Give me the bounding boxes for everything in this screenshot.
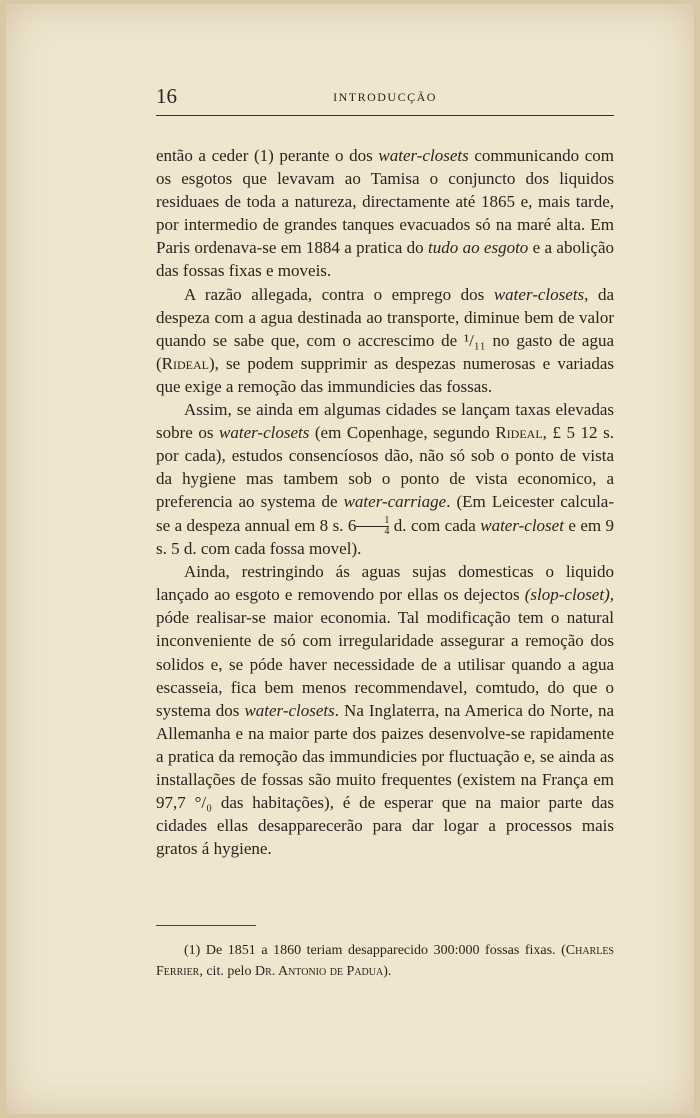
footnote-rule — [156, 925, 256, 926]
fraction: $\frac{1}{4}$ — [356, 516, 389, 537]
header-rule — [156, 115, 614, 116]
paragraph-1: então a ceder (1) perante o dos water-closets communicando com os esgotos que levavam ao Tamisa o conjuncto dos liquidos residuaes de toda a natureza, directamente até 1865 e, mais tarde, por intermedio de grandes tanques evacuados só na maré alta. Em Paris ordenava-se em 1884 a pratica do tudo ao esgoto e a abolição das fossas fixas e moveis. — [156, 146, 614, 281]
paragraph-2: A razão allegada, contra o emprego dos water-closets, da despeza com a agua destinada ao transporte, diminue bem de valor quando se sabe que, com o accrescimo de ¹/₁₁ no gasto de agua (Rideal), se podem supprimir as despezas numerosas e variadas que exige a remoção das immundicies das fossas. — [156, 284, 614, 396]
paragraph-3: Assim, se ainda em algumas cidades se lançam taxas elevadas sobre os water-closets (em Copenhage, segundo Rideal, £ 5 12 s. por cada), estudos consencíosos dão, não só sob o ponto de vista da hygiene mas tambem sob o ponto de vista economico, a preferencia ao systema de water-carriage. (Em Leicester calcula-se a despeza annual em 8 s. 6 $\frac{1}{4}$ d. com cada water-closet e em 9 s. 5 d. com cada fossa movel). — [156, 400, 615, 559]
running-title: INTRODUCÇÃO — [333, 90, 437, 104]
page-header — [156, 84, 614, 114]
body-text — [156, 144, 614, 860]
footnote: (1) De 1851 a 1860 teriam desapparecido 300:000 fossas fixas. (Charles Ferrier, cit. pelo Dr. Antonio de Padua). — [156, 943, 614, 979]
page-number: 16 — [156, 84, 177, 108]
paragraph-4: Ainda, restringindo ás aguas sujas domesticas o liquido lançado ao esgoto e removendo por ellas os dejectos (slop-closet), póde realisar-se maior economia. Tal modificação tem o natural inconveniente de só com irregularidade assegurar a remoção dos solidos e, se póde haver necessidade de a utilisar quando a agua escasseia, fica bem menos recommendavel, comtudo, do que o systema dos water-closets. Na Inglaterra, na America do Norte, na Allemanha e na maior parte dos paizes desenvolve-se rapidamente a pratica da remoção das immundicies por fluctuação e, se ainda as installações de fossas são muito frequentes (existem na França em 97,7 °/₀ das habitações), é de esperar que na maior parte das cidades ellas desapparecerão para dar logar a processos mais gratos á hygiene. — [156, 562, 614, 859]
